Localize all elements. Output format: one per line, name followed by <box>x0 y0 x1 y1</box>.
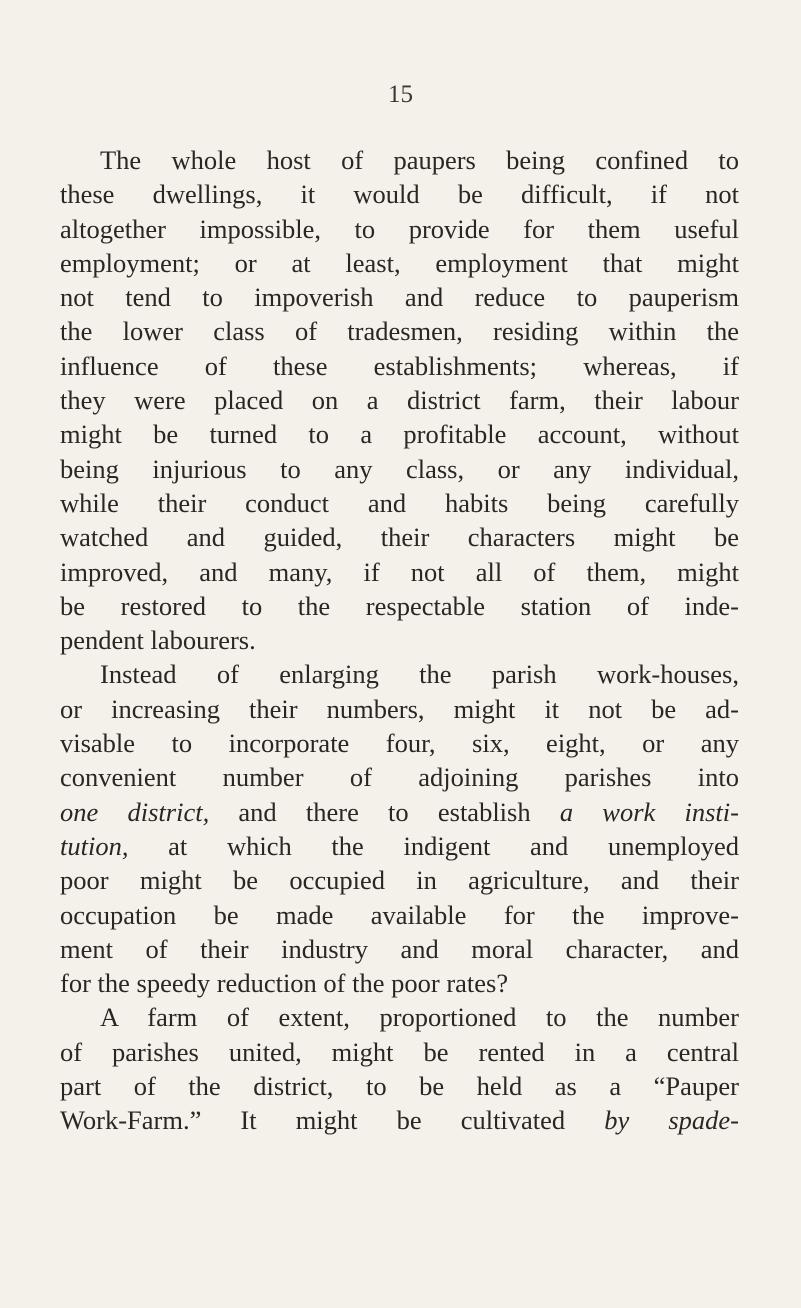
text-line: of parishes united, might be rented in a central <box>60 1036 739 1067</box>
text-line: convenient number of adjoining parishes into <box>60 762 739 793</box>
text-line: occupation be made available for the improve- <box>60 899 739 930</box>
text-line: part of the district, to be held as a “Pauper <box>60 1071 739 1102</box>
text-line: these dwellings, it would be difficult, if not <box>60 179 739 210</box>
italic-text: tution, <box>60 830 129 861</box>
text-line: watched and guided, their characters might be <box>60 522 739 553</box>
text-line: might be turned to a profitable account, without <box>60 419 739 450</box>
text-line-mixed <box>60 1103 739 1137</box>
text-line: improved, and many, if not all of them, might <box>60 556 739 587</box>
paragraph-1 <box>60 143 739 657</box>
text-line: being injurious to any class, or any individual, <box>60 453 739 484</box>
italic-text: a work insti- <box>559 796 739 827</box>
text-line: visable to incorporate four, six, eight, or any <box>60 728 739 759</box>
text-line: while their conduct and habits being carefully <box>60 487 739 518</box>
text-line: employment; or at least, employment that might <box>60 247 739 278</box>
text-line-mixed <box>60 795 739 829</box>
text-line: or increasing their numbers, might it not be ad- <box>60 693 739 724</box>
text-line: influence of these establishments; whereas, if <box>60 350 739 381</box>
plain-text: Work-Farm.” It might be cultivated <box>60 1105 605 1136</box>
text-line: pendent labourers. <box>60 625 256 656</box>
italic-text: one district, <box>60 796 210 827</box>
plain-text: at which the indigent and unemployed <box>128 830 739 861</box>
text-line: ment of their industry and moral character, and <box>60 933 739 964</box>
text-line: be restored to the respectable station of inde- <box>60 590 739 621</box>
text-line: A farm of extent, proportioned to the number <box>100 1002 739 1033</box>
plain-text: and there to establish <box>209 796 560 827</box>
text-line: the lower class of tradesmen, residing within the <box>60 316 739 347</box>
text-line: The whole host of paupers being confined to <box>100 145 739 175</box>
text-line: poor might be occupied in agriculture, and their <box>60 865 739 896</box>
text-line: Instead of enlarging the parish work-houses, <box>100 659 739 690</box>
text-line: for the speedy reduction of the poor rates? <box>60 968 509 999</box>
text-line-mixed <box>60 829 739 863</box>
paragraph-3 <box>60 1000 739 1137</box>
text-line: not tend to impoverish and reduce to pauperism <box>60 282 739 313</box>
text-line: they were placed on a district farm, their labour <box>60 385 739 416</box>
paragraph-2 <box>60 657 739 1000</box>
text-line: altogether impossible, to provide for them useful <box>60 213 739 244</box>
body-text <box>60 143 739 1138</box>
page-number: 15 <box>388 81 413 108</box>
italic-text: by spade- <box>604 1105 739 1136</box>
